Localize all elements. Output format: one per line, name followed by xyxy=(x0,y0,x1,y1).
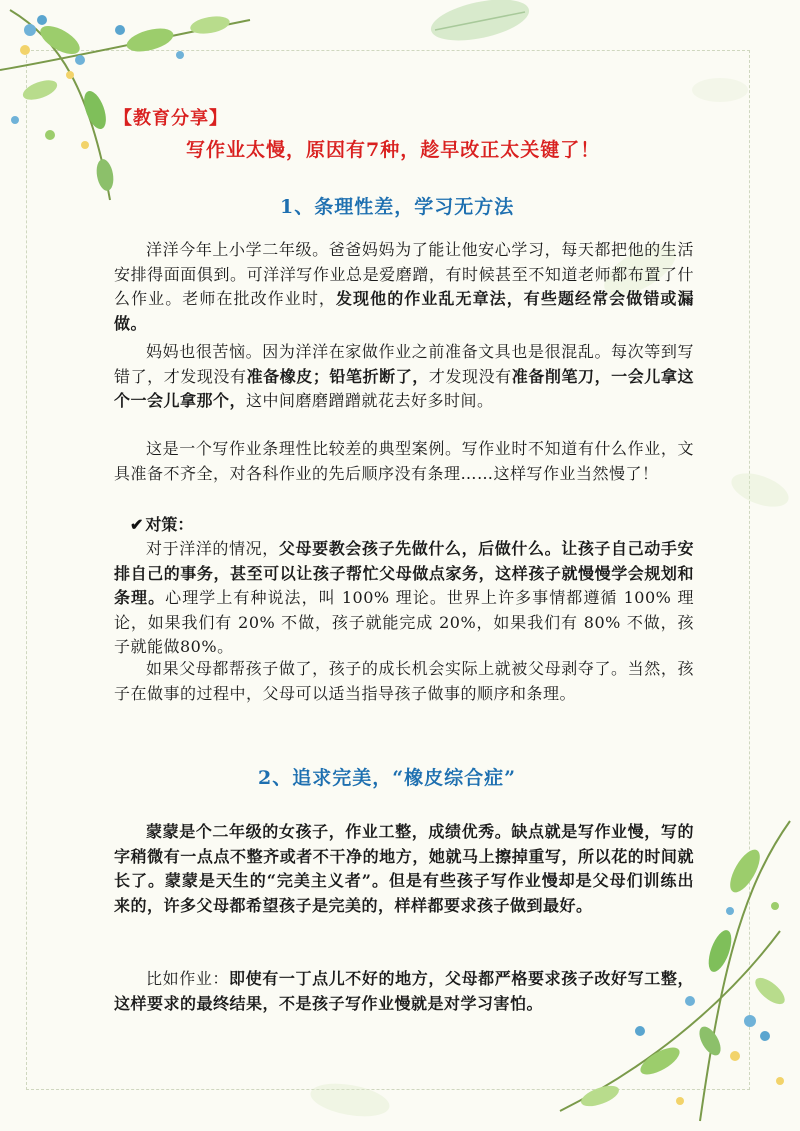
paragraph-text: 这中间磨磨蹭蹭就花去好多时间。 xyxy=(246,391,494,410)
paragraph-bold-text: 准备削笔刀，一会儿拿这个一会儿拿那个， xyxy=(114,366,694,410)
section-1-paragraph-3: 这是一个写作业条理性比较差的典型案例。写作业时不知道有什么作业，文具准备不齐全，对各科作业的先后顺序没有条理……这样写作业当然慢了！ xyxy=(114,439,694,483)
paragraph-text: 妈妈也很苦恼。因为洋洋在家做作业之前准备文具也是很混乱。每次等到写错了，才发现没有 xyxy=(114,342,694,386)
paragraph-text: 才发现没有 xyxy=(428,366,512,386)
section-1-paragraph-1 xyxy=(114,238,694,336)
paragraph-bold-text: 即使有一丁点儿不好的地方，父母都严格要求孩子改好写工整，这样要求的最终结果，不是孩子写作业慢就是对学习害怕。 xyxy=(114,969,694,1013)
paragraph-text: 心理学上有种说法，叫 100% 理论。世界上许多事情都遵循 100% 理论，如果我们有 20% 不做，孩子就能完成 20%，如果我们有 80% 不做，孩子就能做80%。 xyxy=(114,588,694,656)
paragraph-bold-text: 准备橡皮；铅笔折断了， xyxy=(246,366,429,386)
paragraph-text: 洋洋今年上小学二年级。爸爸妈妈为了能让他安心学习，每天都把他的生活安排得面面俱到。可洋洋写作业总是爱磨蹭，有时候甚至不知道老师都布置了什么作业。老师在批改作业时， xyxy=(114,240,694,308)
section-2-paragraph-1: 蒙蒙是个二年级的女孩子，作业工整，成绩优秀。缺点就是写作业慢，写的字稍微有一点点不整齐或者不干净的地方，她就马上擦掉重写，所以花的时间就长了。蒙蒙是天生的“完美主义者”。但是有些孩子写作业慢却是父母们训练出来的，许多父母都希望孩子是完美的，样样都要求孩子做到最好。 xyxy=(114,822,694,915)
section-1-paragraph-4 xyxy=(114,537,694,660)
paragraph-text: 比如作业： xyxy=(146,969,230,988)
paragraph-bold-text: 父母要教会孩子先做什么，后做什么。让孩子自己动手安排自己的事务，甚至可以让孩子帮忙父母做点家务，这样孩子就慢慢学会规划和条理。 xyxy=(114,539,694,607)
paragraph-text: 对于洋洋的情况， xyxy=(146,539,279,558)
strategy-label: 对策： xyxy=(145,515,194,534)
strategy-heading xyxy=(130,512,193,535)
paragraph-bold-text: 发现他的作业乱无章法，有些题经常会做错或漏做。 xyxy=(114,289,694,333)
section-1-paragraph-5: 如果父母都帮孩子做了，孩子的成长机会实际上就被父母剥夺了。当然，孩子在做事的过程中，父母可以适当指导孩子做事的顺序和条理。 xyxy=(114,659,694,703)
section-2-paragraph-2 xyxy=(114,967,694,1016)
checkmark-icon: ✔ xyxy=(130,515,144,534)
section-1-title: 1、条理性差，学习无方法 xyxy=(280,196,515,218)
section-1-paragraph-2 xyxy=(114,340,694,414)
article-tag: 【教育分享】 xyxy=(114,108,228,129)
section-2-title: 2、追求完美，“橡皮综合症” xyxy=(258,767,517,789)
article-headline: 写作业太慢，原因有7种，趁早改正太关键了！ xyxy=(186,139,601,161)
